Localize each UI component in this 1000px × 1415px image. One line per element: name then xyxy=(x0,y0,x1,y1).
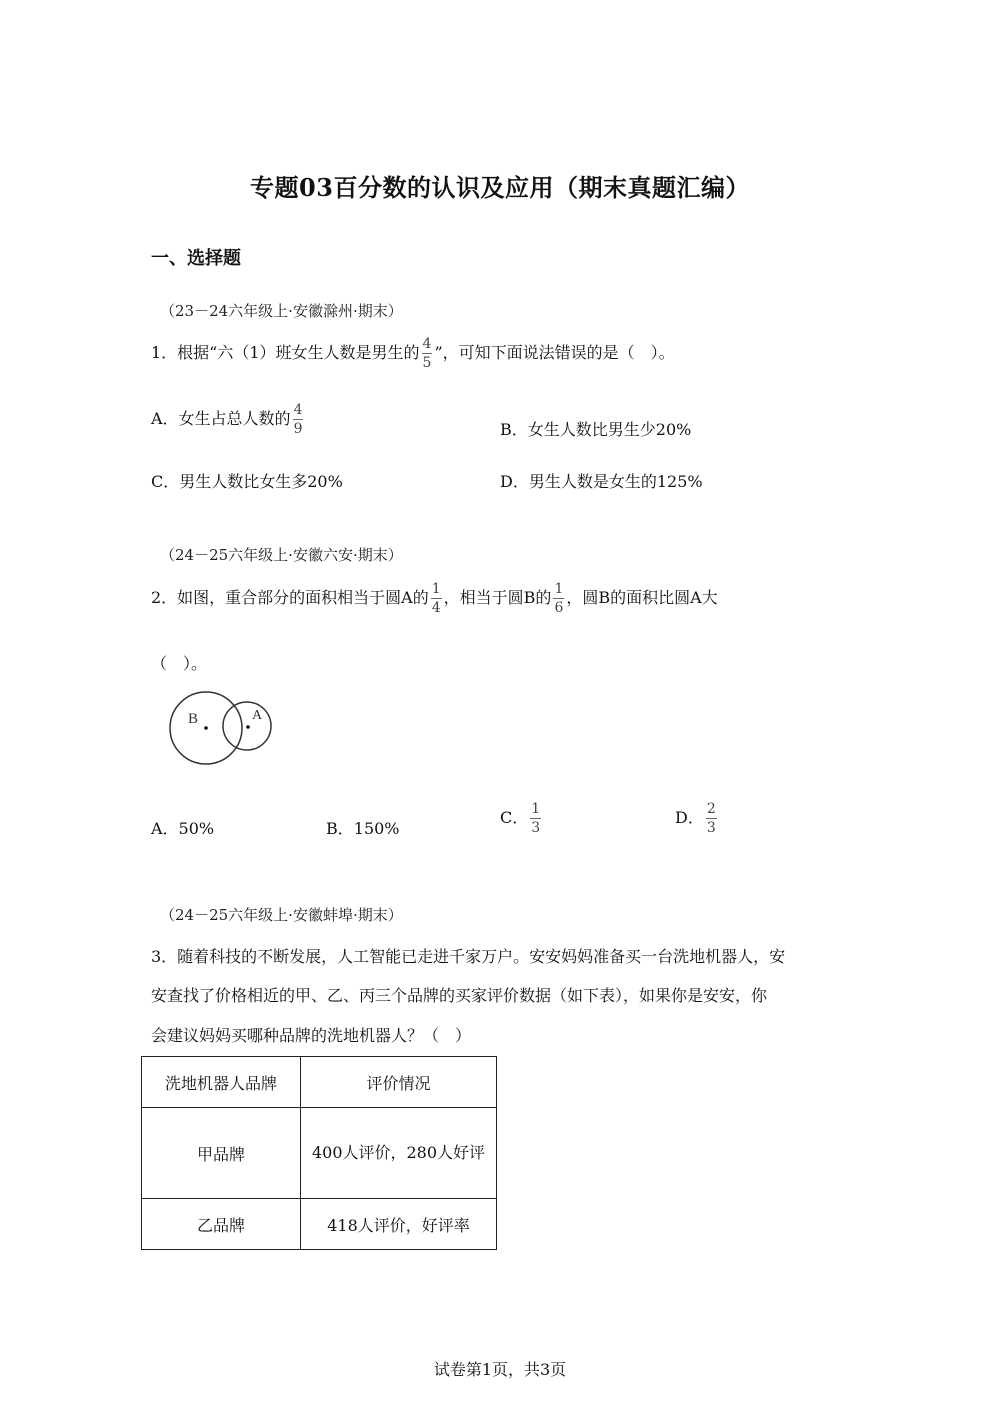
q2-source: （24－25六年级上·安徽六安·期末） xyxy=(160,546,403,564)
q1-stem xyxy=(151,337,675,370)
page-footer: 试卷第1页，共3页 xyxy=(433,1360,567,1379)
q1-option-b: B．女生人数比男生少20% xyxy=(500,420,692,439)
table-header-cell: 评价情况 xyxy=(301,1057,497,1108)
q2-fraction-2-den: 6 xyxy=(554,600,564,616)
q2-option-c-fraction xyxy=(530,802,541,835)
q2-option-a: A．50% xyxy=(151,819,215,838)
q2-option-b: B．150% xyxy=(326,819,400,838)
q3-line-3: 会建议妈妈买哪种品牌的洗地机器人？（ ） xyxy=(151,1026,472,1045)
table-header-cell: 洗地机器人品牌 xyxy=(142,1057,301,1108)
table-header-row xyxy=(142,1057,497,1108)
q2-option-d-fraction xyxy=(706,802,717,835)
q2-option-d-text: D． xyxy=(675,808,704,827)
q2-fraction-1-den: 4 xyxy=(431,600,441,616)
q1-option-a-den: 9 xyxy=(293,421,303,437)
q3-source: （24－25六年级上·安徽蚌埠·期末） xyxy=(160,906,403,924)
circle-b-label: B xyxy=(188,711,199,727)
q2-stem-blank: （ ）。 xyxy=(151,654,208,673)
q1-stem-pre: 1．根据“六（1）班女生人数是男生的 xyxy=(151,343,420,362)
circle-a-label: A xyxy=(252,708,263,723)
two-circles-diagram xyxy=(160,684,280,770)
table-row xyxy=(142,1199,497,1250)
q2-stem-a: 2．如图，重合部分的面积相当于圆A的 xyxy=(151,588,429,607)
q1-option-a-num: 4 xyxy=(293,402,303,418)
q2-option-c-den: 3 xyxy=(531,820,541,836)
table-cell: 甲品牌 xyxy=(142,1108,301,1199)
q1-option-a xyxy=(151,403,305,436)
table-cell: 418人评价，好评率 xyxy=(301,1199,497,1250)
table-cell: 400人评价，280人好评 xyxy=(301,1108,497,1199)
table-row xyxy=(142,1108,497,1199)
q2-fraction-1 xyxy=(431,582,442,615)
q2-option-d-den: 3 xyxy=(706,820,716,836)
q2-option-c-num: 1 xyxy=(531,801,541,817)
page-title: 专题03百分数的认识及应用（期末真题汇编） xyxy=(250,173,750,202)
q1-option-d: D．男生人数是女生的125% xyxy=(500,472,703,491)
q2-option-d xyxy=(675,802,719,835)
q2-stem xyxy=(151,582,718,615)
q2-fraction-2 xyxy=(553,582,564,615)
q2-fraction-1-num: 1 xyxy=(431,581,441,597)
q3-line-2: 安查找了价格相近的甲、乙、丙三个品牌的买家评价数据（如下表），如果你是安安，你 xyxy=(151,986,768,1005)
q2-stem-b: ，相当于圆B的 xyxy=(443,588,552,607)
circle-a-center xyxy=(246,725,250,729)
q1-option-c: C．男生人数比女生多20% xyxy=(151,472,343,491)
q1-option-a-text: A．女生占总人数的 xyxy=(151,409,291,428)
q2-fraction-2-num: 1 xyxy=(554,581,564,597)
q1-fraction xyxy=(422,337,433,370)
brand-review-table xyxy=(141,1056,497,1250)
q3-line-1: 3．随着科技的不断发展，人工智能已走进千家万户。安安妈妈准备买一台洗地机器人，安 xyxy=(151,947,786,966)
circle-b-center xyxy=(204,726,208,730)
q2-option-c-text: C． xyxy=(500,808,529,827)
q1-option-a-fraction xyxy=(293,403,304,436)
q2-stem-c: ，圆B的面积比圆A大 xyxy=(566,588,718,607)
table-cell: 乙品牌 xyxy=(142,1199,301,1250)
q1-source: （23－24六年级上·安徽滁州·期末） xyxy=(160,302,403,320)
q1-fraction-den: 5 xyxy=(422,355,432,371)
q1-fraction-num: 4 xyxy=(422,336,432,352)
q2-option-c xyxy=(500,802,543,835)
section-heading: 一、选择题 xyxy=(151,248,241,269)
q1-stem-post: ”，可知下面说法错误的是（ ）。 xyxy=(434,343,675,362)
q2-option-d-num: 2 xyxy=(706,801,716,817)
